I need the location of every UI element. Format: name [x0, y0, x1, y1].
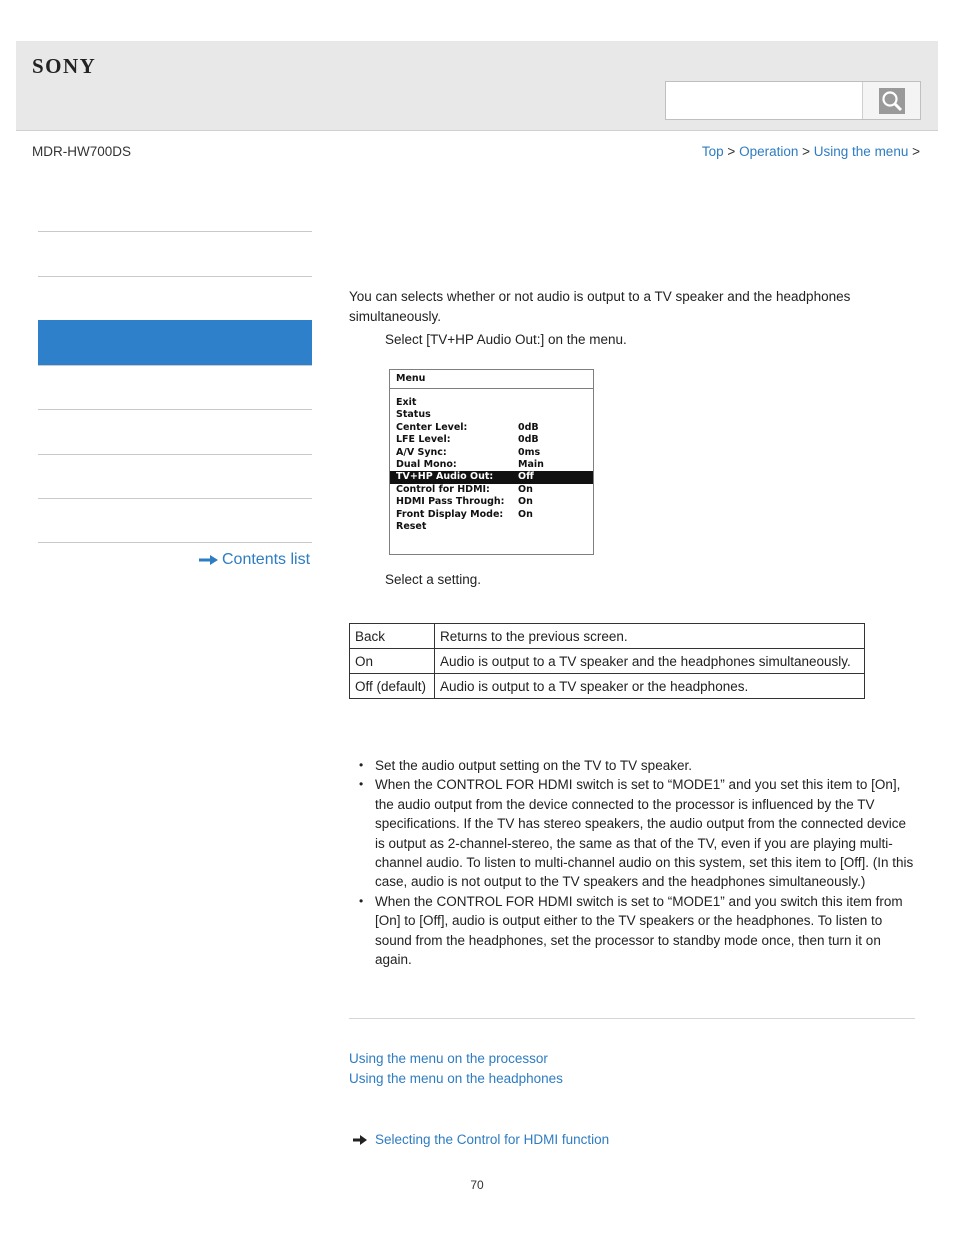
menu-row — [390, 496, 593, 508]
divider — [349, 1018, 915, 1019]
menu-screen-image — [389, 369, 594, 555]
sidebar-item-active[interactable] — [38, 320, 312, 365]
menu-row — [390, 422, 593, 434]
page-number: 70 — [470, 1178, 484, 1192]
option-description: Audio is output to a TV speaker and the headphones simultaneously. — [435, 649, 865, 674]
intro-text: You can selects whether or not audio is output to a TV speaker and the headphones simultaneously. — [349, 289, 851, 324]
arrow-right-icon — [353, 1135, 367, 1145]
sidebar-item[interactable] — [38, 276, 312, 321]
table-row — [350, 624, 865, 649]
list-item: • Set the audio output setting on the TV to TV speaker. — [349, 756, 915, 775]
menu-row-label: TV+HP Audio Out: — [396, 471, 494, 483]
menu-row — [390, 397, 593, 409]
sidebar-item[interactable] — [38, 498, 312, 543]
next-topic-link[interactable]: Selecting the Control for HDMI function — [375, 1132, 610, 1147]
step-2-text: Select a setting. — [385, 572, 482, 587]
arrow-right-icon — [199, 555, 218, 565]
menu-row-label: HDMI Pass Through: — [396, 496, 505, 508]
menu-row-label: Front Display Mode: — [396, 508, 504, 520]
sidebar-item[interactable] — [38, 409, 312, 454]
next-topic — [353, 1132, 609, 1147]
step-1-text: Select [TV+HP Audio Out:] on the menu. — [385, 332, 627, 347]
list-item: • When the CONTROL FOR HDMI switch is set to “MODE1” and you switch this item from [On] to [Off], audio is output either to the TV speakers or the headphones. To listen to sound from the headphones, set the processor to standby mode once, then turn it on again. — [349, 892, 915, 970]
site-header — [16, 41, 938, 131]
sidebar-item[interactable] — [38, 365, 312, 410]
option-description: Returns to the previous screen. — [435, 624, 865, 649]
option-name: Back — [350, 624, 435, 649]
related-links — [349, 1049, 563, 1089]
breadcrumb-separator: > — [802, 144, 811, 159]
sidebar-nav — [38, 231, 312, 543]
contents-list-label: Contents list — [222, 551, 311, 568]
option-name: Off (default) — [350, 674, 435, 699]
menu-row-label: Status — [396, 409, 431, 421]
menu-row-label: Exit — [396, 397, 417, 408]
breadcrumb-separator: > — [727, 144, 736, 159]
menu-row — [390, 447, 593, 459]
search-button[interactable] — [862, 82, 920, 119]
menu-row-label: Center Level: — [396, 421, 468, 433]
menu-row-label: A/V Sync: — [396, 446, 447, 458]
menu-row-value: 0dB — [518, 434, 539, 446]
option-name: On — [350, 649, 435, 674]
sidebar-item[interactable] — [38, 231, 312, 276]
contents-list-link[interactable] — [199, 551, 310, 569]
menu-row-label: Reset — [396, 520, 427, 532]
menu-screen-rows — [390, 389, 593, 533]
menu-row-value: On — [518, 508, 533, 520]
menu-row — [390, 521, 593, 533]
sidebar-item[interactable] — [38, 454, 312, 499]
table-row — [350, 649, 865, 674]
menu-row-value: Off — [518, 471, 534, 483]
related-link-headphones-menu[interactable]: Using the menu on the headphones — [349, 1071, 563, 1086]
option-description: Audio is output to a TV speaker or the headphones. — [435, 674, 865, 699]
menu-row — [390, 509, 593, 521]
menu-row-label: Dual Mono: — [396, 458, 457, 470]
menu-row-value: On — [518, 496, 533, 508]
breadcrumb-top[interactable]: Top — [701, 144, 724, 159]
model-name: MDR-HW700DS — [32, 144, 132, 159]
search-box — [665, 81, 921, 120]
breadcrumb-separator: > — [912, 144, 920, 159]
menu-row-value: 0dB — [518, 421, 539, 433]
related-link-processor-menu[interactable]: Using the menu on the processor — [349, 1051, 548, 1066]
menu-row-value: 0ms — [518, 446, 541, 458]
search-icon — [879, 88, 905, 114]
list-item: • When the CONTROL FOR HDMI switch is set to “MODE1” and you set this item to [On], the audio output from the device connected to the processor is influenced by the TV specifications. If the TV has stereo speakers, the audio output from the connected device is output as 2-channel-stereo, the same as that of the TV, even if you are playing multi-channel audio. To listen to multi-channel audio on this system, set this item to [Off]. (In this case, audio is not output to the TV speakers and the headphones simultaneously.) — [349, 775, 915, 891]
sony-logo[interactable]: SONY — [32, 54, 97, 78]
menu-row — [390, 409, 593, 421]
menu-row-value: Main — [518, 458, 544, 470]
table-row — [350, 674, 865, 699]
notes-list — [349, 756, 915, 969]
menu-row-label: LFE Level: — [396, 434, 451, 446]
menu-row-label: Control for HDMI: — [396, 483, 490, 495]
breadcrumb-operation[interactable]: Operation — [739, 144, 799, 159]
menu-row — [390, 484, 593, 496]
breadcrumb-using-the-menu[interactable]: Using the menu — [813, 144, 909, 159]
menu-row — [390, 459, 593, 471]
menu-row-highlighted — [390, 471, 593, 483]
menu-row — [390, 434, 593, 446]
search-input[interactable] — [666, 82, 862, 119]
options-table — [349, 623, 865, 699]
menu-screen-title: Menu — [390, 370, 593, 389]
menu-row-value: On — [518, 483, 533, 495]
breadcrumb — [702, 144, 920, 159]
